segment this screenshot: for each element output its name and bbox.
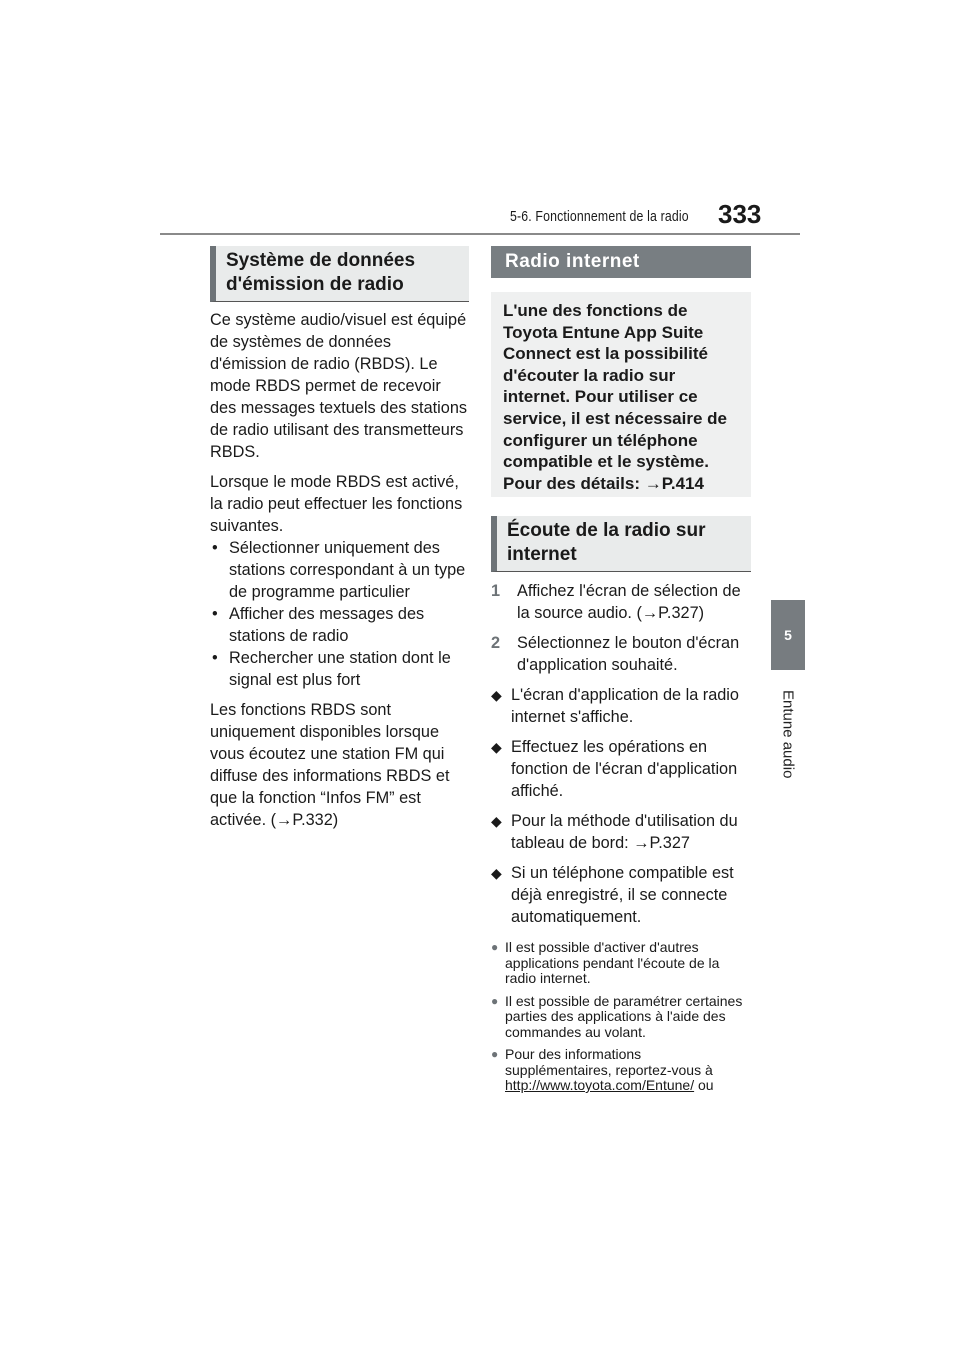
section-title: 5-6. Fonctionnement de la radio [510,208,689,225]
chapter-number: 5 [784,627,792,643]
list-item: • Rechercher une station dont le signal est plus fort [210,647,469,691]
diamond-bullet-icon: ◆ [491,865,502,881]
note-item [491,1047,751,1094]
step-number: 1 [491,582,501,600]
list-item-text: L'écran d'application de la radio internet s'affiche. [511,686,739,726]
circle-bullet-icon: ● [491,993,499,1008]
list-item: • Afficher des messages des stations de radio [210,603,469,647]
header-divider [160,233,800,235]
step-number: 2 [491,634,501,652]
note-text: Il est possible d'activer d'autres applications pendant l'écoute de la radio internet. [505,939,720,986]
step-text: Affichez l'écran de sélection de la source audio. (→P.327) [517,582,741,622]
list-item [491,736,751,802]
chapter-label-text: Entune audio [779,690,797,779]
step-item [491,632,751,676]
page-number: 333 [718,199,762,229]
rbds-heading: Système de données d'émission de radio [210,246,469,302]
diamond-bullet-icon: ◆ [491,813,502,829]
listening-heading: Écoute de la radio sur internet [491,516,751,572]
list-item: • Sélectionner uniquement des stations correspondant à un type de programme particulier [210,537,469,603]
entune-link[interactable]: http://www.toyota.com/Entune/ [505,1077,695,1093]
chapter-label [770,690,806,810]
rbds-intro: Ce système audio/visuel est équipé de systèmes de données d'émission de radio (RBDS). Le mode RBDS permet de recevoir des messages textuels des stations de radio utilisant des transmetteurs RBDS. [210,311,468,461]
list-item [491,810,751,854]
right-body [491,580,751,1094]
internet-radio-heading-text: Radio internet [505,251,640,272]
internet-radio-intro: L'une des fonctions de Toyota Entune App Suite Connect est la possibilité d'écouter la radio sur internet. Pour utiliser ce service, il est nécessaire de configurer un téléphone compatible et le système. Pour des détails: →P.414 [491,292,751,497]
list-item-text: Pour la méthode d'utilisation du tableau de bord: →P.327 [511,812,738,852]
right-column [491,246,751,1101]
list-item [491,862,751,928]
diamond-bullet-icon: ◆ [491,739,502,755]
note-text: Il est possible de paramétrer certaines parties des applications à l'aide des commandes au volant. [505,992,743,1040]
internet-radio-heading [491,246,751,278]
list-item-text: Effectuez les opérations en fonction de l'écran d'application affiché. [511,738,738,800]
diamond-bullet-icon: ◆ [491,687,502,703]
step-text: Sélectionnez le bouton d'écran d'application souhaité. [517,634,740,674]
step-item [491,580,751,624]
circle-bullet-icon: ● [491,940,499,954]
note-item [491,994,751,1041]
note-text: Pour des informations supplémentaires, reportez-vous à [505,1046,713,1078]
circle-bullet-icon: ● [491,1047,499,1061]
list-item [491,684,751,728]
left-column [210,246,469,839]
note-item [491,940,751,987]
chapter-tab [771,600,805,670]
rbds-functions-intro: Lorsque le mode RBDS est activé, la radio peut effectuer les fonctions suivantes. [210,473,463,535]
list-item-text: Si un téléphone compatible est déjà enregistré, il se connecte automatiquement. [511,864,734,926]
left-body [210,309,469,831]
note-tail: ou [694,1077,714,1093]
rbds-availability: Les fonctions RBDS sont uniquement disponibles lorsque vous écoutez une station FM qui diffuse des informations RBDS et que la fonction “Infos FM” est activée. (→P.332) [210,701,450,829]
